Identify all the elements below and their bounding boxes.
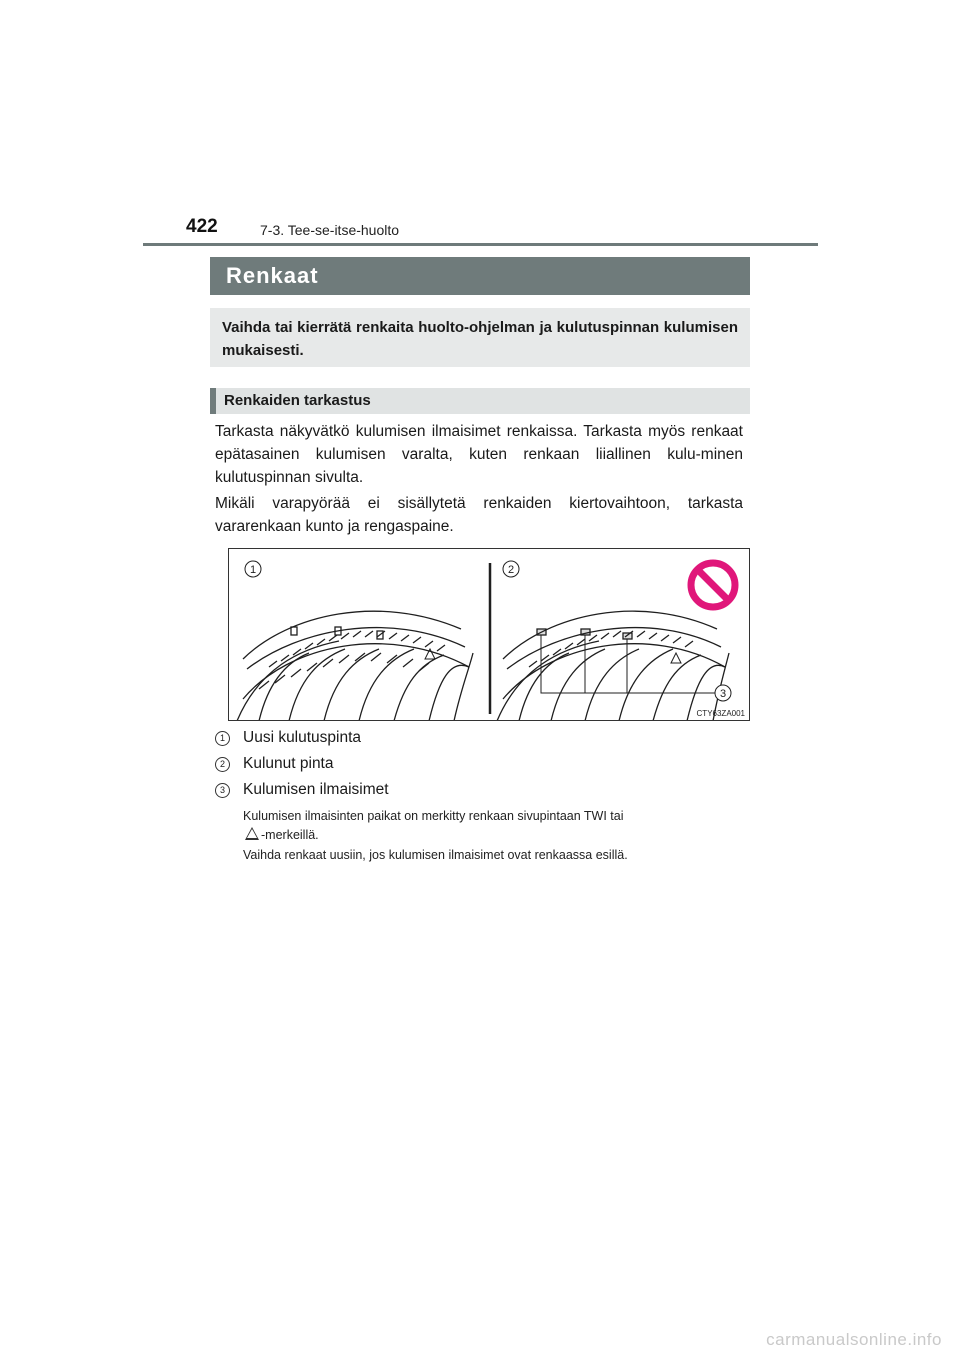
note-tread-indicator-marks: [243, 807, 743, 845]
section-title: Renkaat: [226, 263, 319, 288]
callout-label: 3: [719, 688, 727, 700]
watermark: carmanualsonline.info: [766, 1330, 942, 1349]
legend-number: 2: [215, 757, 230, 772]
running-head: 7-3. Tee-se-itse-huolto: [260, 222, 400, 238]
prohibition-icon: [691, 563, 735, 607]
section-title-bar: [210, 257, 750, 295]
callout-label: 2: [507, 564, 515, 576]
subsection-heading-bar: [210, 388, 750, 414]
triangle-mark-icon: [245, 827, 259, 840]
legend-label: Uusi kulutuspinta: [243, 729, 362, 746]
note-text: Kulumisen ilmaisinten paikat on merkitty renkaan sivupintaan TWI tai: [243, 809, 624, 823]
tire-figure: [228, 548, 750, 721]
legend-label: Kulumisen ilmaisimet: [243, 781, 389, 798]
subsection-title: Renkaiden tarkastus: [224, 392, 371, 409]
note-replace-tires: Vaihda renkaat uusiin, jos kulumisen ilmaisimet ovat renkaassa esillä.: [243, 848, 628, 862]
body-paragraph: Tarkasta näkyvätkö kulumisen ilmaisimet renkaissa. Tarkasta myös renkaat epätasainen kulumisen varalta, kuten renkaan liiallinen kulu-minen kulutuspinnan sivulta.: [215, 423, 743, 486]
note-text: -merkeillä.: [261, 828, 319, 842]
callout-1: [245, 561, 261, 577]
intro-box: [210, 308, 750, 367]
figure-code: CTY63ZA001: [696, 709, 745, 718]
legend-number: 1: [215, 731, 230, 746]
header-rule: [143, 243, 818, 246]
page-number: 422: [186, 216, 218, 237]
new-tread-tire: [237, 611, 473, 721]
legend-label: Kulunut pinta: [243, 755, 334, 772]
body-paragraph: Mikäli varapyörää ei sisällytetä renkaiden kiertovaihtoon, tarkasta vararenkaan kunto ja rengaspaine.: [215, 495, 743, 535]
callout-label: 1: [249, 564, 257, 576]
callout-2: [503, 561, 519, 577]
worn-tread-tire: [497, 611, 729, 721]
intro-text: Vaihda tai kierrätä renkaita huolto-ohjelman ja kulutuspinnan kulumisen mukaisesti.: [222, 319, 738, 359]
callout-3: [715, 685, 731, 701]
tire-illustration: [229, 549, 750, 721]
legend-number: 3: [215, 783, 230, 798]
